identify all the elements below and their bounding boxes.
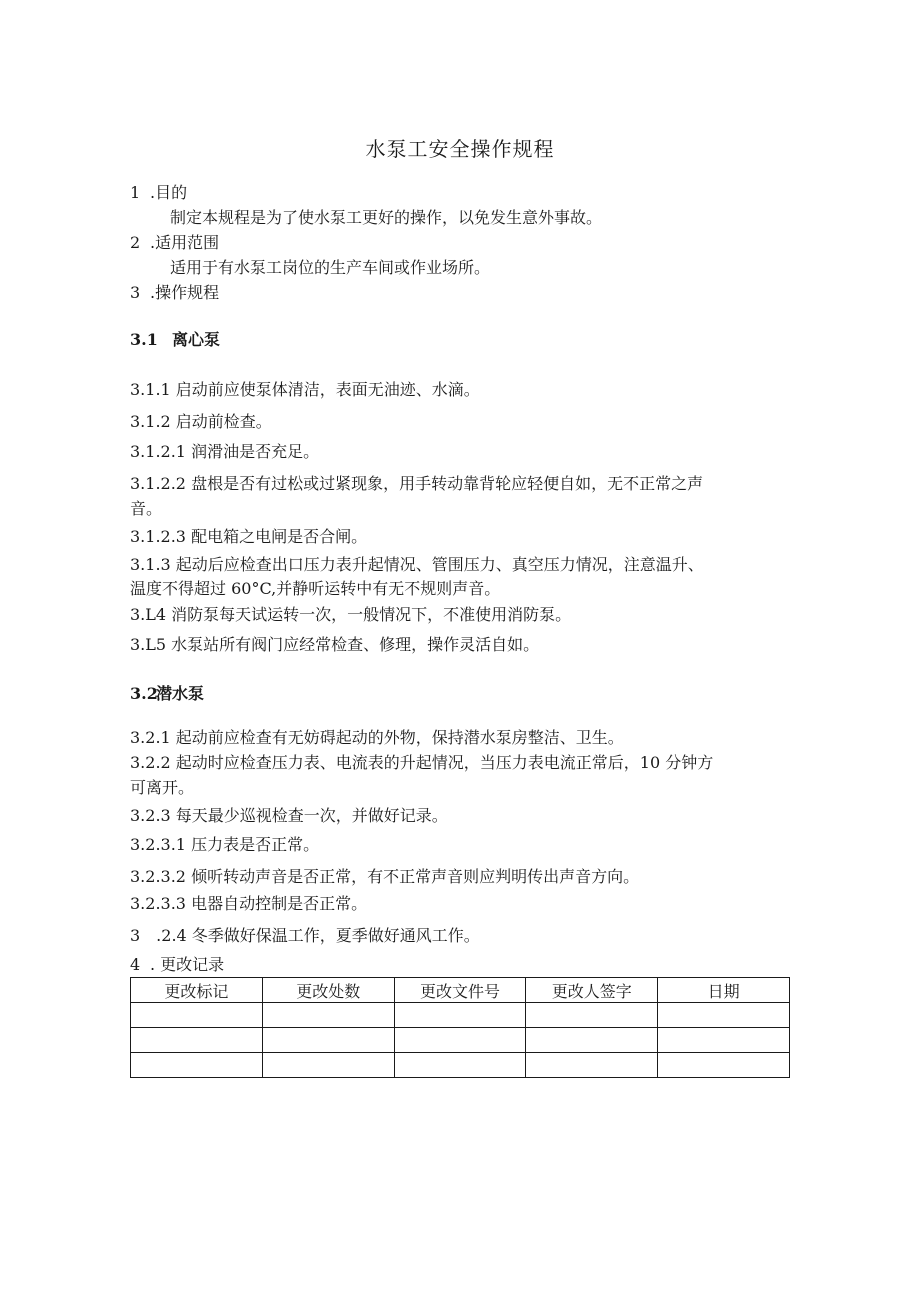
table-row — [131, 1028, 790, 1053]
subsection-3-2-heading — [130, 684, 204, 704]
table-cell — [658, 1053, 790, 1078]
list-item: 3 .2.4 冬季做好保温工作，夏季做好通风工作。 — [130, 926, 480, 945]
section-1-body: 制定本规程是为了使水泵工更好的操作，以免发生意外事故。 — [170, 208, 603, 227]
list-item: 3.1.2.1 润滑油是否充足。 — [130, 442, 320, 461]
document-title: 水泵工安全操作规程 — [365, 137, 555, 161]
list-item: 3.2.1 起动前应检查有无妨碍起动的外物，保持潜水泵房整洁、卫生。 — [130, 728, 624, 747]
column-header: 日期 — [658, 978, 790, 1003]
table-cell — [394, 1053, 526, 1078]
section-3-heading — [130, 283, 219, 303]
table-cell — [526, 1053, 658, 1078]
list-item: 3.2.3.3 电器自动控制是否正常。 — [130, 894, 368, 913]
table-cell — [262, 1028, 394, 1053]
list-item: 3.1.3 起动后应检查出口压力表升起情况、管围压力、真空压力情况，注意温升、 — [130, 555, 704, 574]
subsection-3-1-title: 离心泵 — [172, 330, 221, 349]
table-cell — [131, 1028, 263, 1053]
table-cell — [658, 1028, 790, 1053]
section-4-number: 4 — [130, 955, 141, 974]
section-4-heading — [130, 955, 224, 975]
table-row — [131, 1053, 790, 1078]
table-cell — [131, 1003, 263, 1028]
list-item: 3.2.3.1 压力表是否正常。 — [130, 835, 320, 854]
section-4-label: . 更改记录 — [150, 955, 225, 974]
subsection-3-2-number: 3.2 — [130, 684, 158, 703]
list-item: 3.1.2 启动前检查。 — [130, 412, 272, 431]
table-cell — [131, 1053, 263, 1078]
section-1-heading — [130, 183, 187, 203]
table-cell — [526, 1003, 658, 1028]
table-row — [131, 1003, 790, 1028]
section-2-body: 适用于有水泵工岗位的生产车间或作业场所。 — [170, 258, 491, 277]
subsection-3-1-number: 3.1 — [130, 330, 158, 349]
list-item: 3.1.1 启动前应使泵体清洁，表面无油迹、水滴。 — [130, 380, 480, 399]
change-log-table — [130, 977, 790, 1078]
subsection-3-2-title: 潜水泵 — [156, 684, 205, 703]
table-cell — [658, 1003, 790, 1028]
list-item: 3.2.3 每天最少巡视检查一次，并做好记录。 — [130, 806, 448, 825]
table-cell — [526, 1028, 658, 1053]
list-item: 温度不得超过 60°C,并静听运转中有无不规则声音。 — [130, 579, 501, 598]
list-item: 音。 — [130, 499, 163, 518]
section-1-label: .目的 — [150, 183, 188, 202]
section-2-heading — [130, 233, 219, 253]
list-item: 3.1.2.2 盘根是否有过松或过紧现象，用手转动靠背轮应轻便自如，无不正常之声 — [130, 474, 704, 493]
column-header: 更改处数 — [262, 978, 394, 1003]
section-2-number: 2 — [130, 233, 141, 252]
table-cell — [394, 1028, 526, 1053]
section-1-number: 1 — [130, 183, 141, 202]
list-item: 3.2.3.2 倾听转动声音是否正常，有不正常声音则应判明传出声音方向。 — [130, 867, 640, 886]
column-header: 更改标记 — [131, 978, 263, 1003]
list-item: 3.L4 消防泵每天试运转一次，一般情况下，不准使用消防泵。 — [130, 605, 572, 624]
section-3-number: 3 — [130, 283, 141, 302]
column-header: 更改人签字 — [526, 978, 658, 1003]
subsection-3-1-heading — [130, 330, 220, 350]
list-item: 可离开。 — [130, 778, 195, 797]
section-3-label: .操作规程 — [150, 283, 220, 302]
table-cell — [262, 1053, 394, 1078]
list-item: 3.1.2.3 配电箱之电闸是否合闸。 — [130, 527, 368, 546]
list-item: 3.L5 水泵站所有阀门应经常检查、修理，操作灵活自如。 — [130, 635, 540, 654]
list-item: 3.2.2 起动时应检查压力表、电流表的升起情况，当压力表电流正常后，10 分钟方 — [130, 753, 714, 772]
section-2-label: .适用范围 — [150, 233, 220, 252]
table-cell — [394, 1003, 526, 1028]
table-header-row — [131, 978, 790, 1003]
column-header: 更改文件号 — [394, 978, 526, 1003]
table-cell — [262, 1003, 394, 1028]
